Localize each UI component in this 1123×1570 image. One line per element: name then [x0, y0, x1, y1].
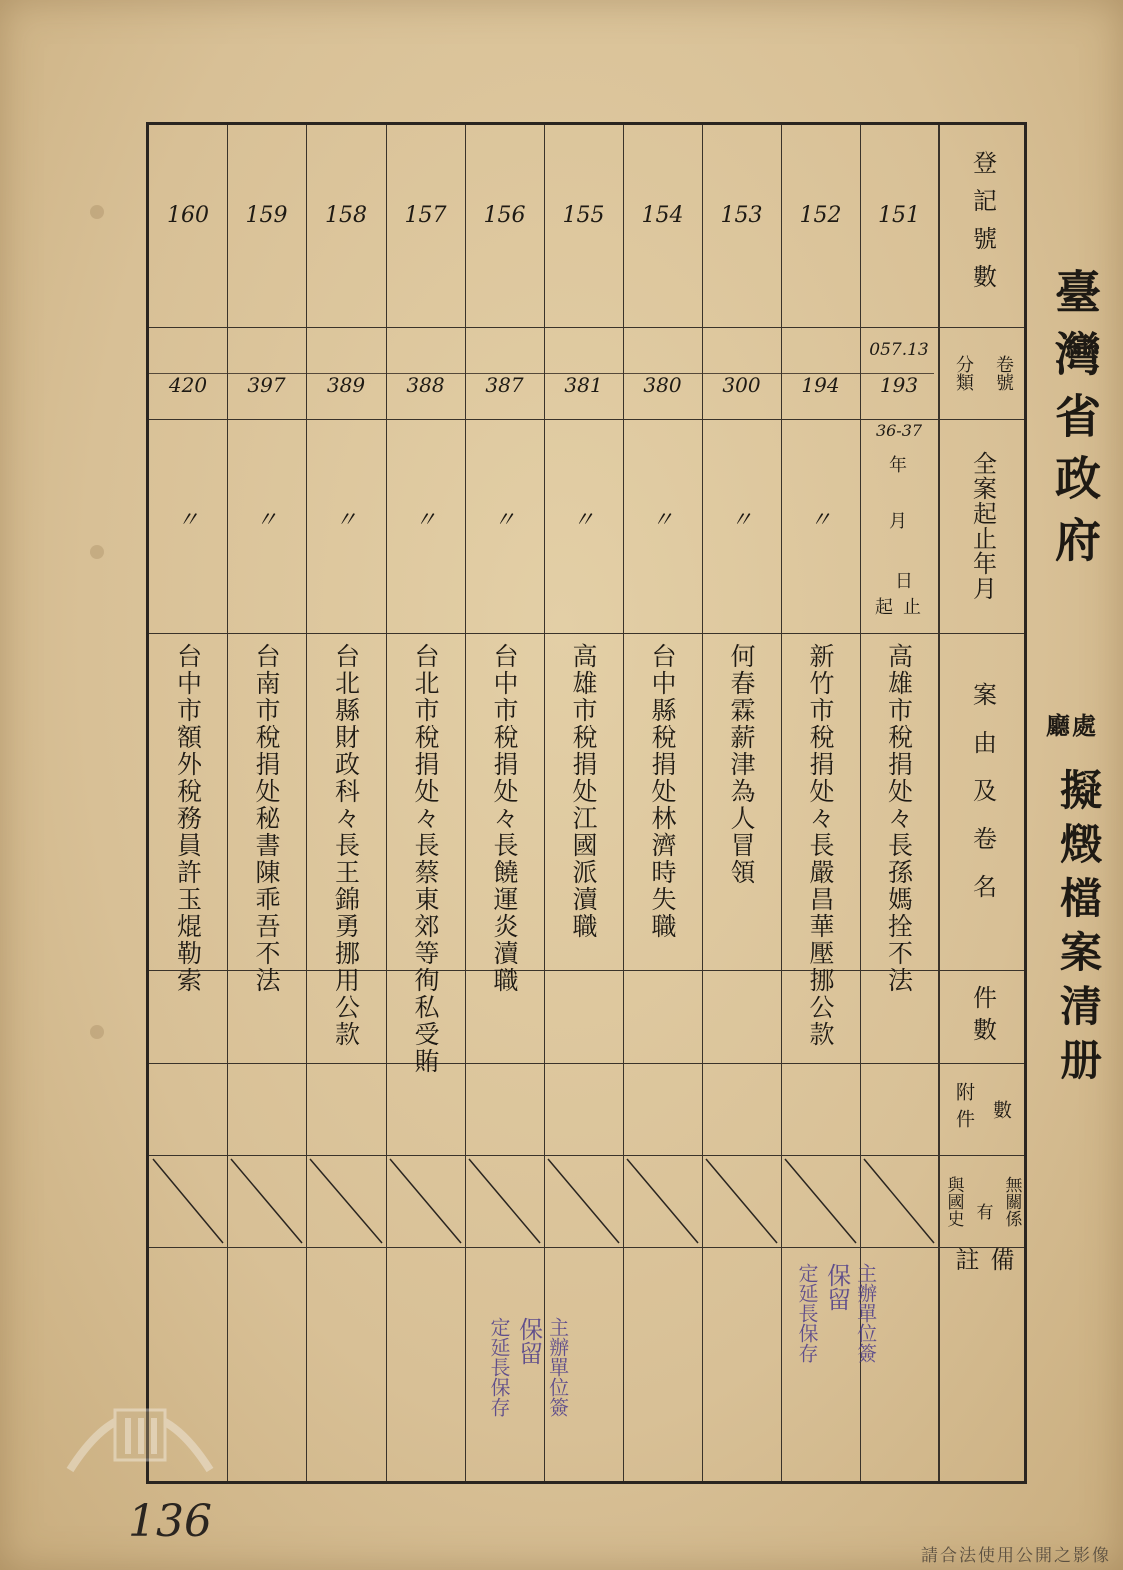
registration-number: 153 [720, 203, 763, 228]
register-table [146, 122, 1027, 1484]
date-ditto: 〃 [809, 508, 832, 533]
binding-hole [90, 205, 104, 219]
document-title: 臺灣省政府 [1048, 268, 1102, 578]
registration-number: 158 [325, 203, 367, 228]
volume-number: 420 [168, 373, 208, 397]
binding-hole [90, 545, 104, 559]
volume-number: 380 [643, 373, 682, 397]
binding-hole [90, 1025, 104, 1039]
date-ditto: 〃 [414, 508, 437, 533]
registration-number: 152 [799, 203, 842, 228]
cross-out-slash [149, 1155, 227, 1247]
case-title: 台南市稅捐处秘書陳乖吾不法 [252, 643, 281, 994]
cross-out-slash [544, 1155, 623, 1247]
header-reg-no: 登記號數 [968, 150, 997, 302]
volume-number: 387 [485, 373, 524, 397]
registration-number: 157 [404, 203, 447, 228]
header-attachments: 數 附件 [953, 1082, 1012, 1136]
header-case: 案由及卷名 [968, 681, 997, 922]
cross-out-slash [386, 1155, 465, 1247]
registration-number: 154 [641, 203, 684, 228]
volume-number: 388 [406, 373, 445, 397]
date-ditto: 〃 [334, 508, 357, 533]
date-ditto: 〃 [572, 508, 595, 533]
date-ditto: 〃 [255, 508, 278, 533]
date-ditto: 〃 [730, 508, 753, 533]
volume-number: 194 [801, 373, 840, 397]
case-title: 新竹市稅捐处々長嚴昌華壓挪公款 [806, 643, 835, 1048]
registration-number: 151 [878, 203, 920, 228]
cross-out-slash [860, 1155, 938, 1247]
cross-out-slash [781, 1155, 860, 1247]
document-subtitle: 擬燬檔案清册 [1054, 768, 1103, 1092]
subtitle-marks: 廳處 [1046, 711, 1098, 740]
cross-out-slash [702, 1155, 781, 1247]
record-column [227, 125, 306, 1481]
month-label: 月 [889, 511, 907, 532]
date-ditto: 〃 [176, 508, 199, 533]
header-history-relation: 無關係 有 與國史 [943, 1175, 1022, 1227]
header-date: 全案起止年月 [968, 451, 997, 601]
record-column [544, 125, 623, 1481]
case-title: 台中縣稅捐处林濟時失職 [648, 643, 677, 940]
case-title: 何春霖薪津為人冒領 [727, 643, 756, 886]
case-title: 台北縣財政科々長王錦勇挪用公款 [331, 643, 361, 1048]
registration-number: 160 [167, 203, 209, 228]
retention-stamp: 主辦單位簽 保留 定延長保存 [487, 1317, 570, 1417]
archive-logo [60, 1370, 220, 1480]
case-title: 台中市額外稅務員許玉焜勒索 [173, 643, 203, 994]
date-ditto: 〃 [651, 508, 674, 533]
cross-out-slash [227, 1155, 306, 1247]
registration-number: 155 [562, 203, 605, 228]
record-column [306, 125, 386, 1481]
class-code: 057.13 [869, 340, 929, 360]
retention-stamp: 主辦單位簽 保留 定延長保存 [795, 1263, 878, 1363]
registration-number: 156 [483, 203, 526, 228]
cross-out-slash [306, 1155, 386, 1247]
year-label: 年 [889, 455, 907, 476]
record-column [386, 125, 465, 1481]
registration-number: 159 [245, 203, 288, 228]
cross-out-slash [465, 1155, 544, 1247]
year-range: 36-37 [875, 421, 923, 440]
volume-number: 389 [326, 373, 366, 397]
volume-number: 300 [722, 373, 761, 397]
header-remarks: 備註 [951, 1247, 1014, 1381]
case-title: 高雄市稅捐处々長孫媽拴不法 [884, 643, 914, 994]
start-end-label: 起止 [875, 597, 931, 618]
header-count: 件數 [968, 984, 997, 1049]
folio-number: 136 [128, 1496, 212, 1547]
volume-number: 381 [564, 373, 603, 397]
case-title: 台北市稅捐处々長蔡東郊等徇私受賄 [411, 643, 440, 1075]
case-title: 高雄市稅捐处江國派瀆職 [569, 643, 598, 940]
cross-out-slash [623, 1155, 702, 1247]
date-ditto: 〃 [493, 508, 516, 533]
volume-number: 193 [879, 373, 919, 397]
footer-notice: 請合法使用公開之影像 [921, 1546, 1111, 1566]
header-volume: 卷號 分類 [953, 355, 1014, 391]
record-column [623, 125, 702, 1481]
case-title: 台中市稅捐处々長饒運炎瀆職 [490, 643, 519, 994]
day-label: 日 [895, 571, 913, 592]
record-column [465, 125, 544, 1481]
volume-number: 397 [247, 373, 286, 397]
record-column [702, 125, 781, 1481]
record-column [149, 125, 227, 1481]
